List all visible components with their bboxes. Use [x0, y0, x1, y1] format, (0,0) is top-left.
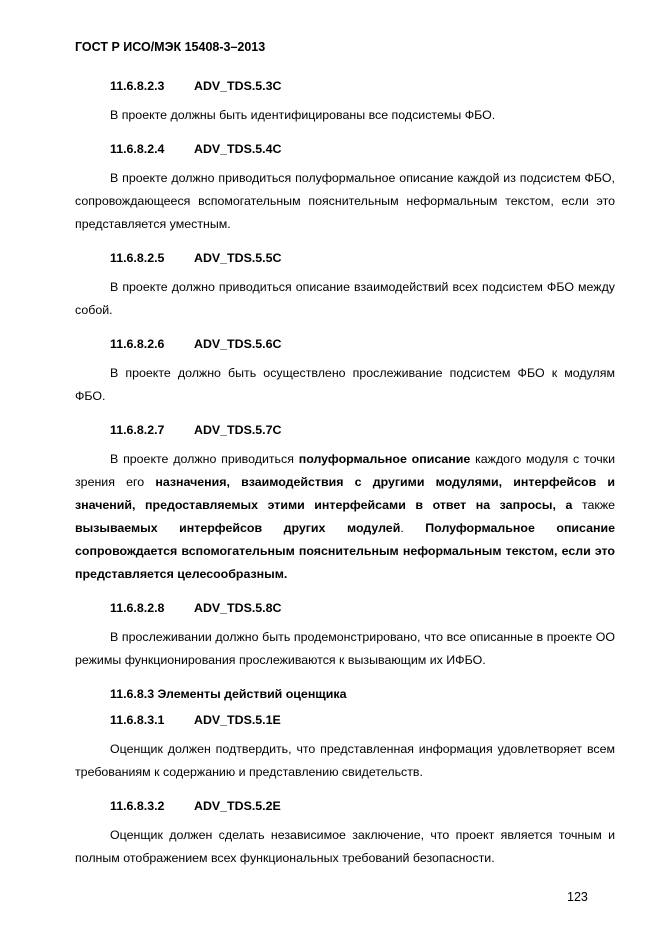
section-heading: [75, 422, 615, 438]
section-code: ADV_TDS.5.4C: [194, 142, 282, 156]
section-paragraph: Оценщик должен подтвердить, что представленная информация удовлетворяет всем требованиям к содержанию и представлению свидетельств.: [75, 742, 615, 779]
section-number: 11.6.8.2.8: [110, 601, 165, 615]
section-number: 11.6.8.2.4: [110, 142, 165, 156]
section-code: ADV_TDS.5.2E: [194, 799, 281, 813]
emphasis-text: полуформальное описание: [298, 452, 471, 466]
section-paragraph: В проекте должно приводиться описание взаимодействий всех подсистем ФБО между собой.: [75, 280, 615, 317]
section-paragraph: [75, 448, 615, 586]
section-number: 11.6.8.2.5: [110, 251, 165, 265]
section-code: ADV_TDS.5.7C: [194, 423, 282, 437]
section-number: 11.6.8.2.3: [110, 79, 165, 93]
section-code: ADV_TDS.5.1E: [194, 713, 281, 727]
section-paragraph: В проекте должны быть идентифицированы все подсистемы ФБО.: [110, 108, 496, 122]
section-code: ADV_TDS.5.6C: [194, 337, 282, 351]
section-code: ADV_TDS.5.5C: [194, 251, 282, 265]
section-number: 11.6.8.3.2: [110, 799, 165, 813]
section-heading: [75, 78, 615, 94]
section-code: ADV_TDS.5.8C: [194, 601, 282, 615]
emphasis-text: Полуформальное описание сопровождается вспомогательным пояснительным неформальным текстом, если это представляется целесообразным.: [75, 521, 615, 581]
section-paragraph: В прослеживании должно быть продемонстрировано, что все описанные в проекте ОО режимы функционирования прослеживаются к вызывающим их ИФБО.: [75, 630, 615, 667]
paragraph-text: В проекте должно приводиться: [110, 452, 299, 466]
section-number: 11.6.8.2.7: [110, 423, 165, 437]
section-code: ADV_TDS.5.3C: [194, 79, 282, 93]
section-paragraph: Оценщик должен сделать независимое заключение, что проект является точным и полным отображением всех функциональных требований безопасности.: [75, 828, 615, 865]
section-number: 11.6.8.3.1: [110, 713, 165, 727]
paragraph-text: .: [400, 521, 426, 535]
section-number: 11.6.8.2.6: [110, 337, 165, 351]
paragraph-text: каждого модуля с точки зрения его: [75, 452, 615, 489]
section-heading: [75, 141, 615, 157]
page-number: 123: [567, 890, 588, 904]
paragraph-text: также: [581, 498, 615, 512]
section-heading: [75, 798, 615, 814]
section-paragraph: В проекте должно быть осуществлено прослеживание подсистем ФБО к модулям ФБО.: [75, 366, 615, 403]
emphasis-text: вызываемых интерфейсов других модулей: [75, 521, 401, 535]
section-heading: [75, 250, 615, 266]
document-header: ГОСТ Р ИСО/МЭК 15408-3–2013: [75, 40, 266, 54]
section-paragraph: В проекте должно приводиться полуформальное описание каждой из подсистем ФБО, сопровождающееся вспомогательным пояснительным неформальным текстом, если это представляется уместным.: [75, 171, 615, 231]
section-heading: [75, 336, 615, 352]
section-heading: [75, 712, 615, 728]
emphasis-text: назначения, взаимодействия с другими модулями, интерфейсов и значений, предоставляемых этими интерфейсами в ответ на запросы, а: [75, 475, 615, 512]
document-body: [75, 78, 615, 884]
subsection-heading: 11.6.8.3 Элементы действий оценщика: [110, 687, 347, 701]
section-heading: [75, 600, 615, 616]
